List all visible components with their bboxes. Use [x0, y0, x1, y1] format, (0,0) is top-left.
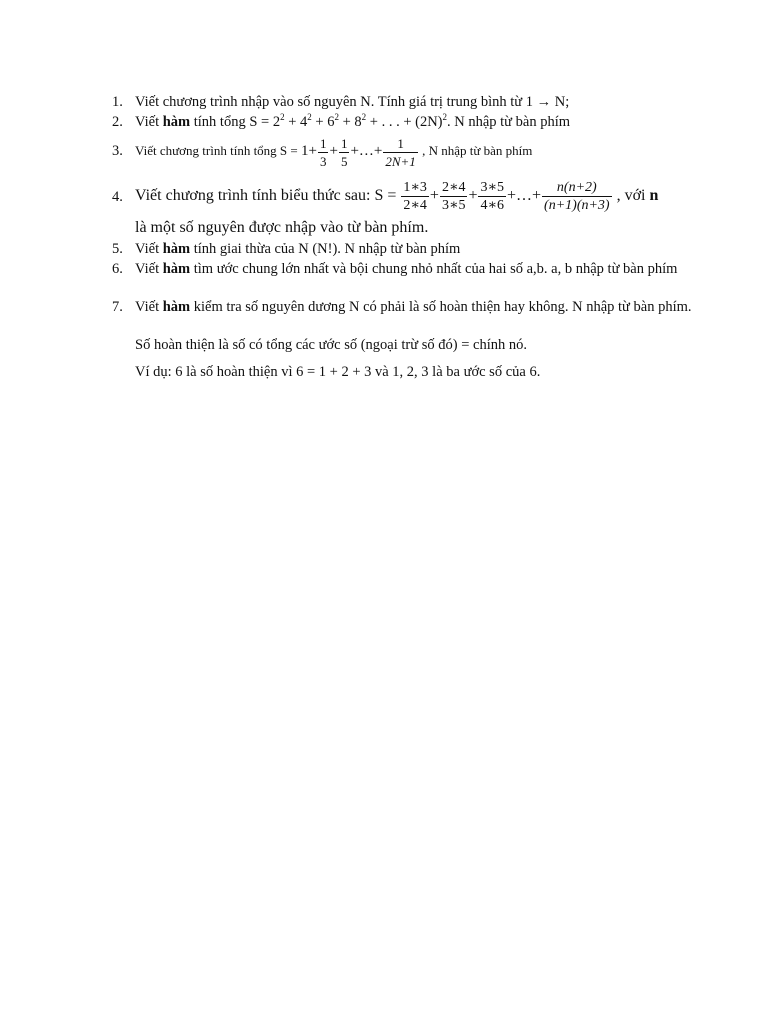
exponent: 2 — [442, 112, 447, 122]
math-operator: + — [468, 187, 478, 204]
item-text — [135, 113, 695, 132]
item-number: 3. — [112, 143, 123, 159]
sum-term: + 6 — [311, 114, 335, 130]
numerator: n(n+2) — [542, 179, 612, 197]
item-keyword: n — [649, 187, 659, 204]
item-text-pre: Viết chương trình tính tổng S = — [135, 143, 298, 158]
item-keyword: hàm — [162, 299, 191, 315]
item-text-rest: tính giai thừa của N (N!). N nhập từ bàn phím — [193, 241, 461, 257]
item-number: 4. — [112, 189, 123, 205]
item-text-pre: Viết chương trình tính biểu thức sau: S = — [135, 187, 397, 204]
numerator: 1 — [319, 135, 327, 151]
item-text-post: , N nhập từ bàn phím — [422, 143, 533, 158]
sum-term: + 8 — [338, 114, 362, 130]
sum-term: + . . . + (2N) — [366, 114, 443, 130]
denominator: 2N+1 — [385, 153, 416, 169]
fraction-b — [440, 179, 468, 214]
sum-term: + 4 — [284, 114, 308, 130]
exponent: 2 — [280, 112, 285, 122]
fraction-1-3 — [318, 135, 329, 170]
item-number: 5. — [112, 241, 123, 257]
item-text — [135, 260, 695, 278]
item-text-pre: Viết — [135, 241, 160, 257]
denominator: 3∗5 — [441, 197, 466, 213]
math-term: 1+ — [301, 143, 317, 159]
item-text — [135, 298, 695, 316]
fraction-a — [401, 179, 429, 214]
exponent: 2 — [334, 112, 339, 122]
item-text-line2: là một số nguyên được nhập vào từ bàn phím. — [135, 219, 429, 236]
item-number: 2. — [112, 114, 123, 130]
sum-term: . N nhập từ bàn phím — [447, 114, 571, 130]
fraction-c — [478, 179, 506, 214]
fraction-d — [542, 179, 612, 214]
item-text-pre: Viết — [135, 114, 160, 130]
math-operator: +…+ — [507, 187, 542, 204]
fraction-1-5 — [339, 135, 350, 170]
denominator: 5 — [340, 153, 348, 169]
item-text — [135, 132, 695, 170]
item-text-pre: Viết — [135, 299, 160, 315]
item-keyword: hàm — [162, 261, 191, 277]
item-keyword: hàm — [162, 241, 191, 257]
denominator: 4∗6 — [480, 197, 504, 213]
denominator: (n+1)(n+3) — [544, 197, 610, 213]
math-operator: + — [329, 143, 338, 159]
exponent: 2 — [307, 112, 312, 122]
item-number: 6. — [112, 261, 123, 277]
item-text: Viết chương trình nhập vào số nguyên N. Tính giá trị trung bình từ 1 → N; — [135, 94, 570, 110]
perfect-number-definition: Số hoàn thiện là số có tổng các ước số (ngoại trừ số đó) = chính nó. — [135, 337, 527, 353]
list-item-3 — [112, 132, 692, 170]
numerator: 1∗3 — [403, 179, 427, 195]
denominator: 3 — [319, 153, 327, 169]
item-text — [135, 176, 695, 216]
item-text-post: , với — [616, 187, 646, 204]
item-number: 1. — [112, 94, 123, 110]
exponent: 2 — [361, 112, 367, 122]
item-text — [135, 240, 695, 258]
numerator: 1 — [340, 135, 348, 151]
numerator: 2∗4 — [441, 179, 466, 195]
numerator: 1 — [383, 135, 417, 153]
numerator: 3∗5 — [480, 179, 504, 195]
item-text-rest: tìm ước chung lớn nhất và bội chung nhỏ nhất của hai số a,b. a, b nhập từ bàn phím — [193, 261, 678, 277]
item-number: 7. — [112, 299, 123, 315]
perfect-number-example: Ví dụ: 6 là số hoàn thiện vì 6 = 1 + 2 + 3 và 1, 2, 3 là ba ước số của 6. — [135, 364, 541, 380]
fraction-1-2n1 — [383, 135, 417, 170]
sum-term: tính tổng S = 2 — [193, 114, 281, 130]
item-text-pre: Viết — [135, 261, 160, 277]
math-operator: + — [429, 187, 439, 204]
denominator: 2∗4 — [403, 197, 427, 213]
item-keyword: hàm — [162, 114, 191, 130]
math-operator: +…+ — [350, 143, 383, 159]
item-text-rest: kiểm tra số nguyên dương N có phải là số hoàn thiện hay không. N nhập từ bàn phím. — [193, 299, 692, 315]
